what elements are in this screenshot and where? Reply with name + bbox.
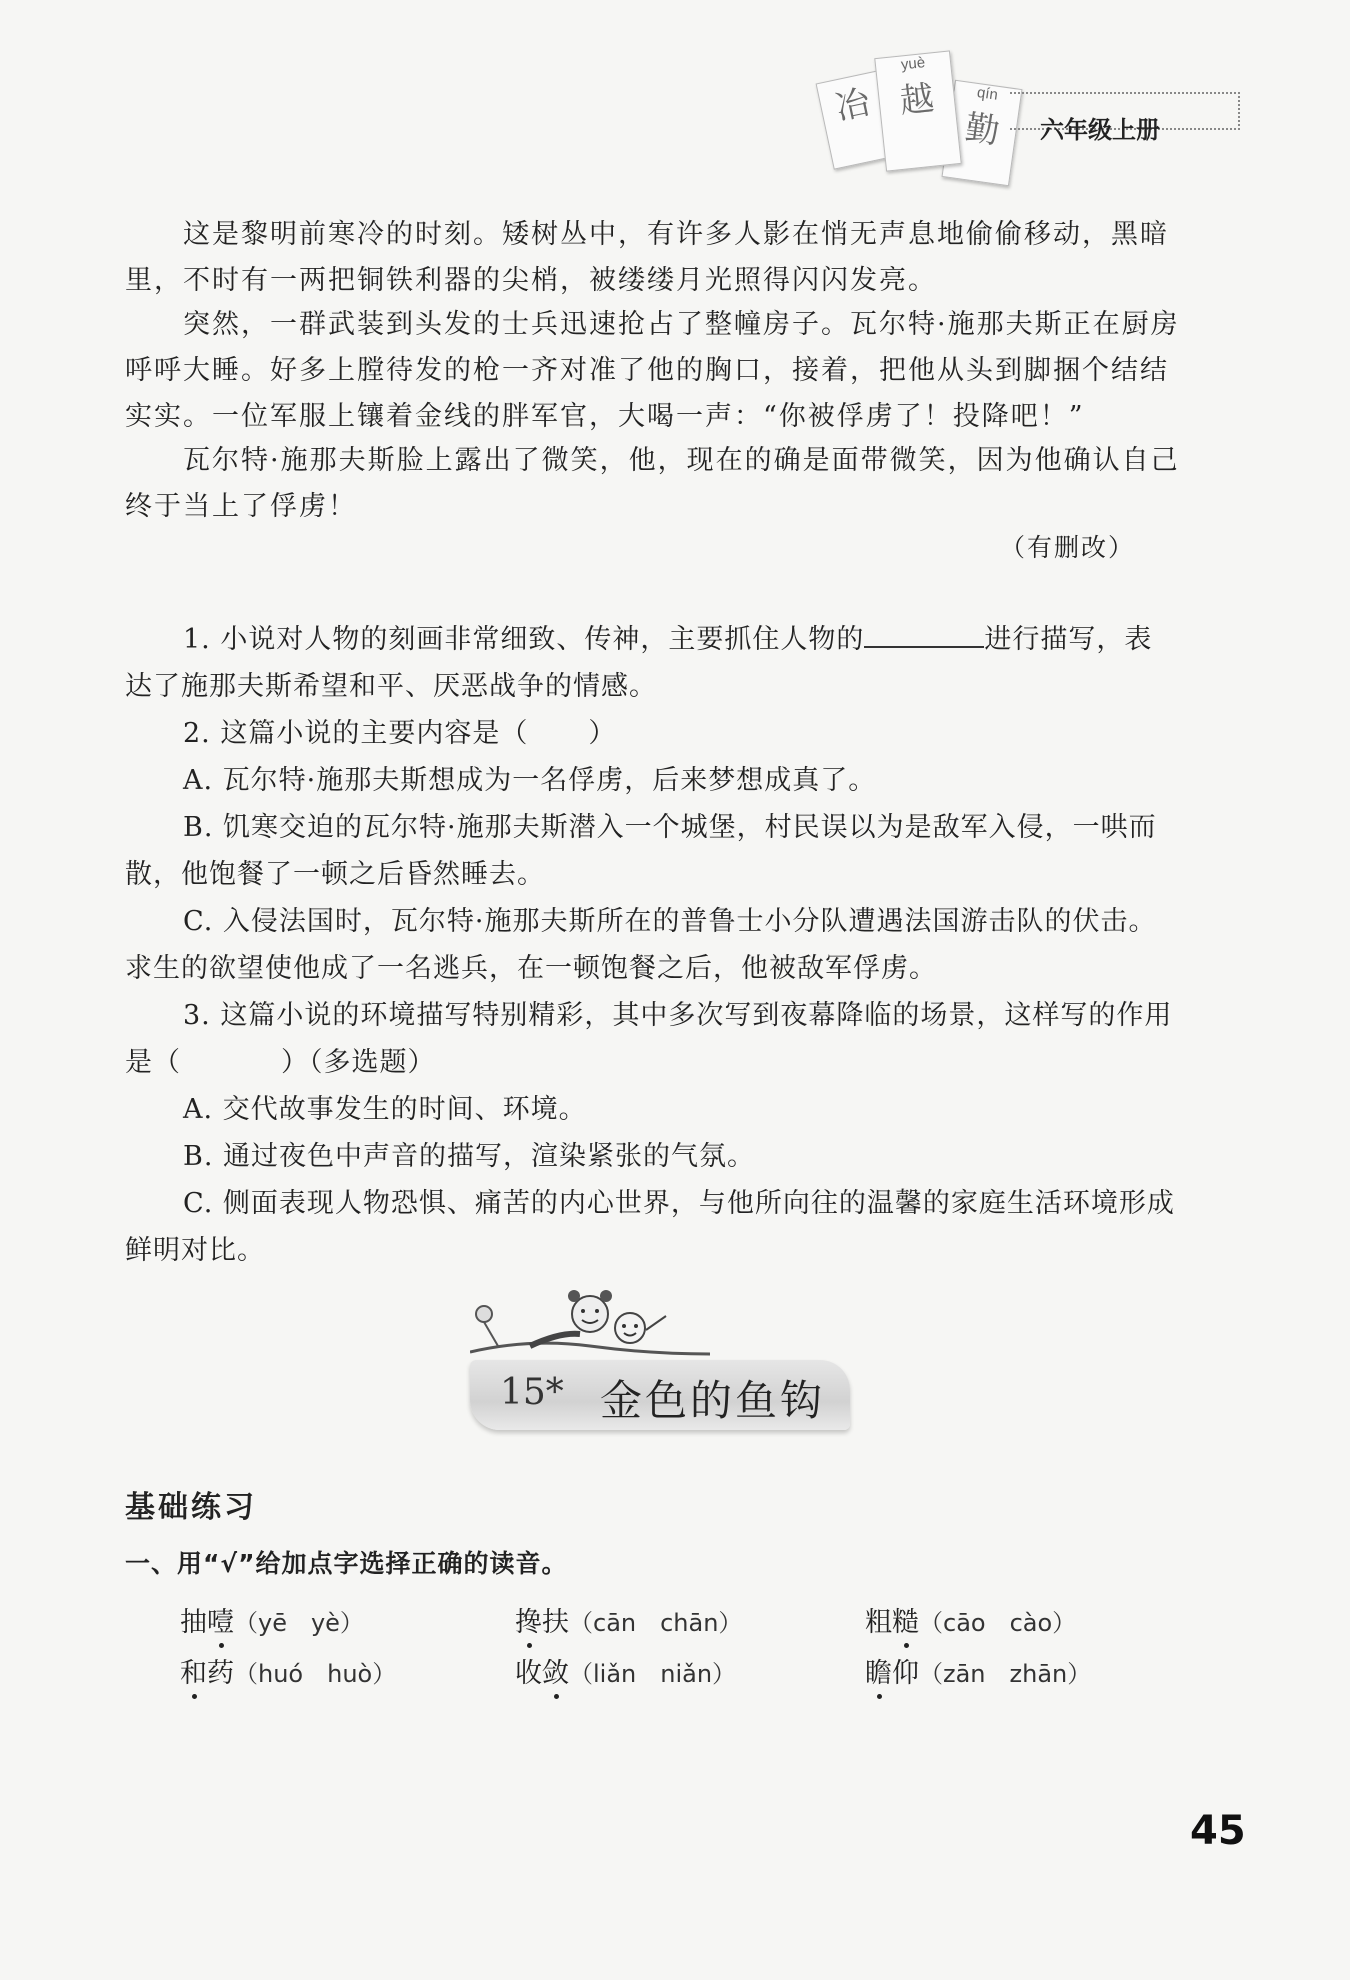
question-2: [125, 710, 1180, 757]
pinyin-options[interactable]: （zān zhān）: [919, 1660, 1092, 1688]
dotted-char: 噎: [207, 1607, 234, 1638]
passage-paragraph-1: 这是黎明前寒冷的时刻。矮树丛中，有许多人影在悄无声息地偷偷移动，黑暗里，不时有一两把铜铁利器的尖梢，被缕缕月光照得闪闪发亮。: [125, 219, 1169, 296]
question-1-text-before: 1. 小说对人物的刻画非常细致、传神，主要抓住人物的: [183, 624, 865, 655]
pinyin-options[interactable]: （cān chān）: [569, 1609, 743, 1637]
lesson-number: 15*: [500, 1372, 564, 1413]
question-1-blank[interactable]: [864, 622, 984, 648]
passage-paragraph-2: 突然，一群武装到头发的士兵迅速抢占了整幢房子。瓦尔特·施那夫斯正在厨房呼呼大睡。好多上膛待发的枪一齐对准了他的胸口，接着，把他从头到脚捆个结结实实。一位军服上镶着金线的胖军官，大喝一声：“你被俘虏了！投降吧！”: [125, 309, 1180, 432]
pinyin-options[interactable]: （yē yè）: [234, 1609, 364, 1637]
lesson-title: 金色的鱼钩: [600, 1376, 826, 1425]
pinyin-item[interactable]: [515, 1651, 865, 1690]
question-3-stem: 3. 这篇小说的环境描写特别精彩，其中多次写到夜幕降临的场景，这样写的作用是（: [125, 1000, 1173, 1078]
question-2-close: ）: [588, 718, 617, 749]
series-logo: [820, 48, 1020, 188]
logo-card-2-pinyin: yuè: [900, 54, 926, 74]
dotted-char: 糙: [892, 1607, 919, 1638]
word-char: 药: [207, 1658, 234, 1689]
pinyin-item[interactable]: [515, 1600, 865, 1639]
question-3: [125, 992, 1180, 1086]
dotted-char: 搀: [515, 1607, 542, 1638]
section-title: 基础练习: [125, 1490, 257, 1525]
exercise-1-title: 一、用“√”给加点字选择正确的读音。: [125, 1549, 568, 1578]
word-char: 收: [515, 1658, 542, 1689]
pinyin-item[interactable]: [865, 1651, 1140, 1690]
logo-card-2-char: 越: [897, 78, 936, 122]
pinyin-item[interactable]: [180, 1600, 515, 1639]
question-2-stem: 2. 这篇小说的主要内容是（: [183, 718, 529, 749]
pinyin-item[interactable]: [180, 1651, 515, 1690]
grade-label: 六年级上册: [1040, 117, 1160, 144]
pinyin-options[interactable]: （huó huò）: [234, 1660, 397, 1688]
pinyin-choice-grid: [180, 1600, 1140, 1690]
question-2-option-c: C. 入侵法国时，瓦尔特·施那夫斯所在的普鲁士小分队遭遇法国游击队的伏击。求生的欲望使他成了一名逃兵，在一顿饱餐之后，他被敌军俘虏。: [125, 906, 1157, 984]
question-3-close: ）（多选题）: [281, 1047, 436, 1078]
question-2-option-b: B. 饥寒交迫的瓦尔特·施那夫斯潜入一个城堡，村民误以为是敌军入侵，一哄而散，他饱餐了一顿之后昏然睡去。: [125, 812, 1157, 890]
question-1: [125, 616, 1180, 710]
logo-card-3-char: 勤: [962, 107, 1003, 153]
word-char: 抽: [180, 1607, 207, 1638]
question-3-option-a: A. 交代故事发生的时间、环境。: [183, 1094, 587, 1125]
question-2-option-a: A. 瓦尔特·施那夫斯想成为一名俘虏，后来梦想成真了。: [183, 765, 877, 796]
pinyin-item[interactable]: [865, 1600, 1140, 1639]
page-number: 45: [1190, 1808, 1246, 1854]
passage-paragraph-3: 瓦尔特·施那夫斯脸上露出了微笑，他，现在的确是面带微笑，因为他确认自己终于当上了俘虏！: [125, 445, 1180, 522]
edited-note: （有删改）: [1000, 533, 1136, 562]
question-3-option-b: B. 通过夜色中声音的描写，渲染紧张的气氛。: [183, 1141, 756, 1172]
dotted-char: 和: [180, 1658, 207, 1689]
logo-card-2: [874, 50, 961, 171]
question-1-text-after: 进行描写，表达了施那夫斯希望和平、厌恶战争的情感。: [125, 624, 1153, 702]
dotted-char: 瞻: [865, 1658, 892, 1689]
dotted-char: 敛: [542, 1658, 569, 1689]
pinyin-options[interactable]: （liǎn niǎn）: [569, 1660, 737, 1688]
logo-card-3-pinyin: qín: [975, 84, 1000, 104]
word-char: 粗: [865, 1607, 892, 1638]
logo-card-1-char: 冶: [832, 82, 874, 129]
question-3-option-c: C. 侧面表现人物恐惧、痛苦的内心世界，与他所向往的温馨的家庭生活环境形成鲜明对比。: [125, 1188, 1175, 1266]
pinyin-options[interactable]: （cāo cào）: [919, 1609, 1077, 1637]
word-char: 扶: [542, 1607, 569, 1638]
word-char: 仰: [892, 1658, 919, 1689]
